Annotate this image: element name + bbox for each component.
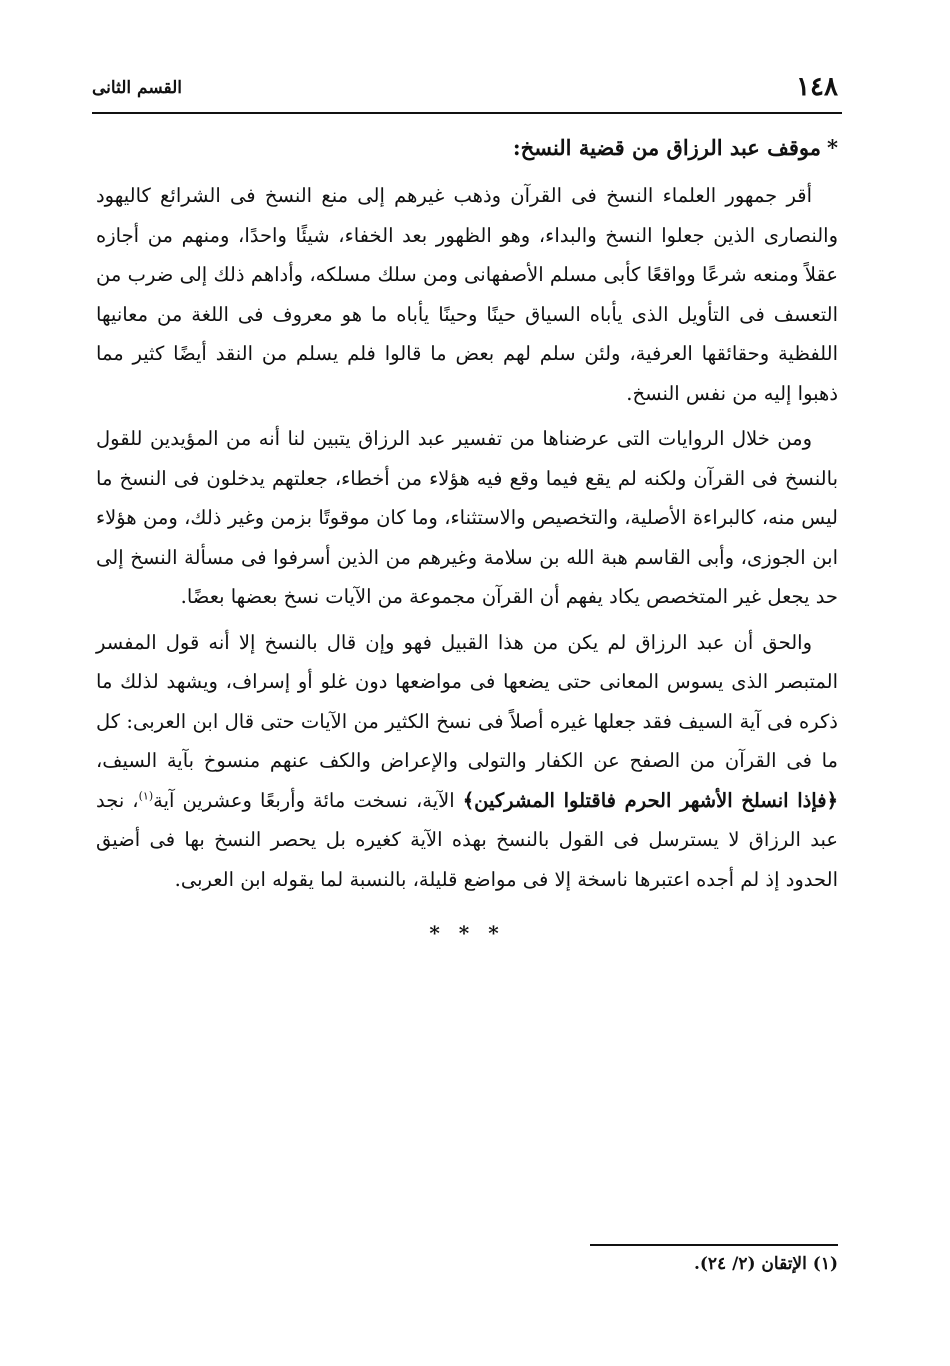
quran-quote: ﴿فإذا انسلخ الأشهر الحرم فاقتلوا المشركين﴾ (462, 788, 838, 812)
header-rule (92, 112, 842, 114)
section-separator: * * * (429, 921, 505, 945)
page-number: ١٤٨ (796, 72, 838, 102)
paragraph-1: أقر جمهور العلماء النسخ فى القرآن وذهب غيرهم إلى منع النسخ فى الشرائع كاليهود والنصارى الذين جعلوا النسخ والبداء، وهو الظهور بعد الخفاء، شيئًا واحدًا، ومنهم من أجازه عقلاً ومنعه شرعًا وواقعًا كأبى مسلم الأصفهانى ومن سلك مسلكه، وأداهم ذلك إلى ضرب من التعسف فى التأويل الذى يأباه السياق حينًا وحينًا يأباه ما هو معروف فى اللغة من معانيها اللفظية وحقائقها العرفية، ولئن سلم لهم بعض ما قالوا فلم يسلم من النقد أيضًا كثير مما ذهبوا إليه من نفس النسخ. (96, 184, 838, 405)
paragraph-2: ومن خلال الروايات التى عرضناها من تفسير عبد الرزاق يتبين لنا أنه من المؤيدين للقول بالنسخ فى القرآن ولكنه لم يقع فيما وقع فيه هؤلاء من أخطاء، جعلتهم يدخلون فى النسخ ما ليس منه، كالبراءة الأصلية، والتخصيص والاستثناء، وما كان موقوتًا بزمن وغير ذلك، ومن هؤلاء ابن الجوزى، وأبى القاسم هبة الله بن سلامة وغيرهم من الذين أسرفوا فى مسألة النسخ إلى حد يجعل غير المتخصص يكاد يفهم أن القرآن مجموعة من الآيات نسخ بعضها بعضًا. (96, 427, 838, 608)
paragraph-3-part-a: والحق أن عبد الرزاق لم يكن من هذا القبيل فهو وإن قال بالنسخ إلا أنه قول المفسر المتبصر الذى يسوس المعانى حتى يضعها فى مواضعها دون غلو أو إسراف، ويشهد لذلك ما ذكره فى آية السيف فقد جعلها غيره أصلاً فى نسخ الكثير من الآيات حتى قال ابن العربى: كل ما فى القرآن من الصفح عن الكفار والتولى والإعراض والكف عنهم منسوخ بآية السيف، (96, 630, 838, 772)
page-header (92, 72, 838, 110)
heading-text: موقف عبد الرزاق من قضية النسخ: (512, 135, 822, 160)
page-content (96, 122, 838, 945)
paragraph-3-part-b: الآية، نسخت مائة وأربعًا وعشرين آية (153, 788, 455, 812)
footnote-ref: (١) (138, 789, 154, 802)
running-head: القسم الثانى (92, 78, 183, 98)
section-heading (96, 126, 838, 170)
footnote-rule (590, 1244, 838, 1246)
footnote: (١) الإتقان (٢/ ٢٤). (693, 1254, 838, 1274)
heading-star: * (827, 135, 838, 160)
paragraph-3 (96, 623, 838, 900)
paragraph-3-part-c: ، نجد عبد الرزاق لا يسترسل فى القول بالنسخ بهذه الآية كغيره بل يحصر النسخ بها فى أضيق الحدود إذ لم أجده اعتبرها ناسخة إلا فى مواضع قليلة، بالنسبة لما يقوله ابن العربى. (96, 788, 838, 891)
